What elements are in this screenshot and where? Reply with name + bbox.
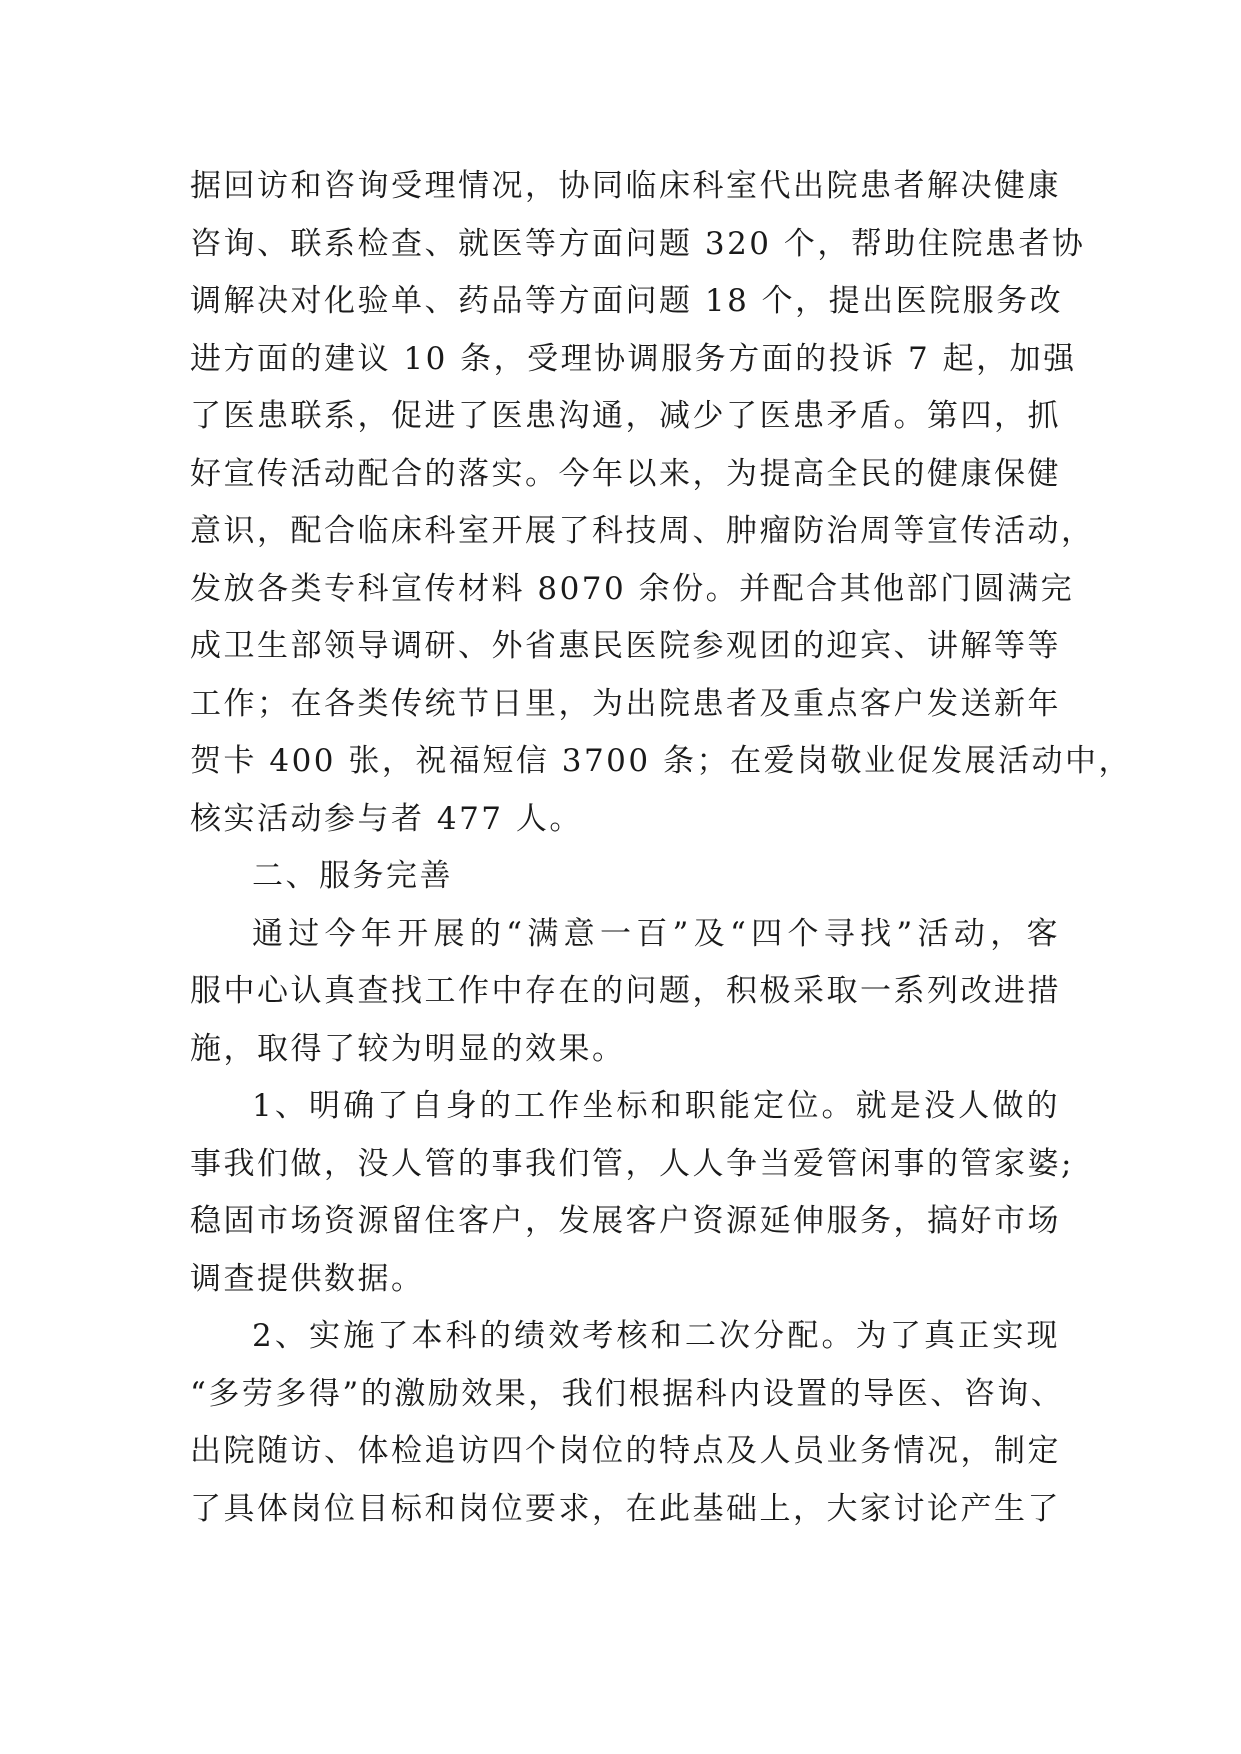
text-line: 工作；在各类传统节日里，为出院患者及重点客户发送新年	[190, 685, 1061, 722]
text-line: 发放各类专科宣传材料 8070 余份。并配合其他部门圆满完	[190, 570, 1075, 607]
text-line: 据回访和咨询受理情况，协同临床科室代出院患者解决健康	[190, 168, 1061, 204]
text-line: 了具体岗位目标和岗位要求，在此基础上，大家讨论产生了	[190, 1490, 1061, 1527]
text-line: 施，取得了较为明显的效果。	[190, 1030, 626, 1067]
text-line: 调查提供数据。	[190, 1260, 425, 1297]
paragraph-p3	[190, 906, 1060, 1079]
text-line: 咨询、联系检查、就医等方面问题 320 个，帮助住院患者协	[190, 225, 1086, 262]
text-line: “多劳多得”的激励效果，我们根据科内设置的导医、咨询、	[190, 1375, 1065, 1412]
text-line: 事我们做，没人管的事我们管，人人争当爱管闲事的管家婆;	[190, 1145, 1074, 1182]
text-line: 通过今年开展的“满意一百”及“四个寻找”活动，客	[252, 915, 1060, 952]
text-line: 服中心认真查找工作中存在的问题，积极采取一系列改进措	[190, 973, 1061, 1009]
text-line: 稳固市场资源留住客户，发展客户资源延伸服务，搞好市场	[190, 1203, 1061, 1239]
text-line: 成卫生部领导调研、外省惠民医院参观团的迎宾、讲解等等	[190, 628, 1061, 664]
paragraph-p1	[190, 158, 1132, 848]
text-line: 调解决对化验单、药品等方面问题 18 个，提出医院服务改	[190, 283, 1064, 319]
text-line: 核实活动参与者 477 人。	[190, 800, 583, 837]
text-line: 2、实施了本科的绩效考核和二次分配。为了真正实现	[252, 1318, 1060, 1354]
text-line: 二、服务完善	[252, 858, 453, 894]
paragraph-p2	[190, 848, 1060, 906]
paragraph-p4	[190, 1078, 1074, 1308]
text-line: 进方面的建议 10 条，受理协调服务方面的投诉 7 起，加强	[190, 340, 1077, 377]
text-line: 好宣传活动配合的落实。今年以来，为提高全民的健康保健	[190, 455, 1061, 492]
text-line: 意识，配合临床科室开展了科技周、肿瘤防治周等宣传活动，	[190, 513, 1095, 549]
text-line: 了医患联系，促进了医患沟通，减少了医患矛盾。第四，抓	[190, 398, 1061, 434]
document-body	[190, 158, 1132, 1538]
text-line: 出院随访、体检追访四个岗位的特点及人员业务情况，制定	[190, 1433, 1061, 1469]
paragraph-p5	[190, 1308, 1065, 1538]
text-line: 贺卡 400 张，祝福短信 3700 条；在爱岗敬业促发展活动中，	[190, 743, 1132, 779]
text-line: 1、明确了自身的工作坐标和职能定位。就是没人做的	[252, 1088, 1060, 1124]
